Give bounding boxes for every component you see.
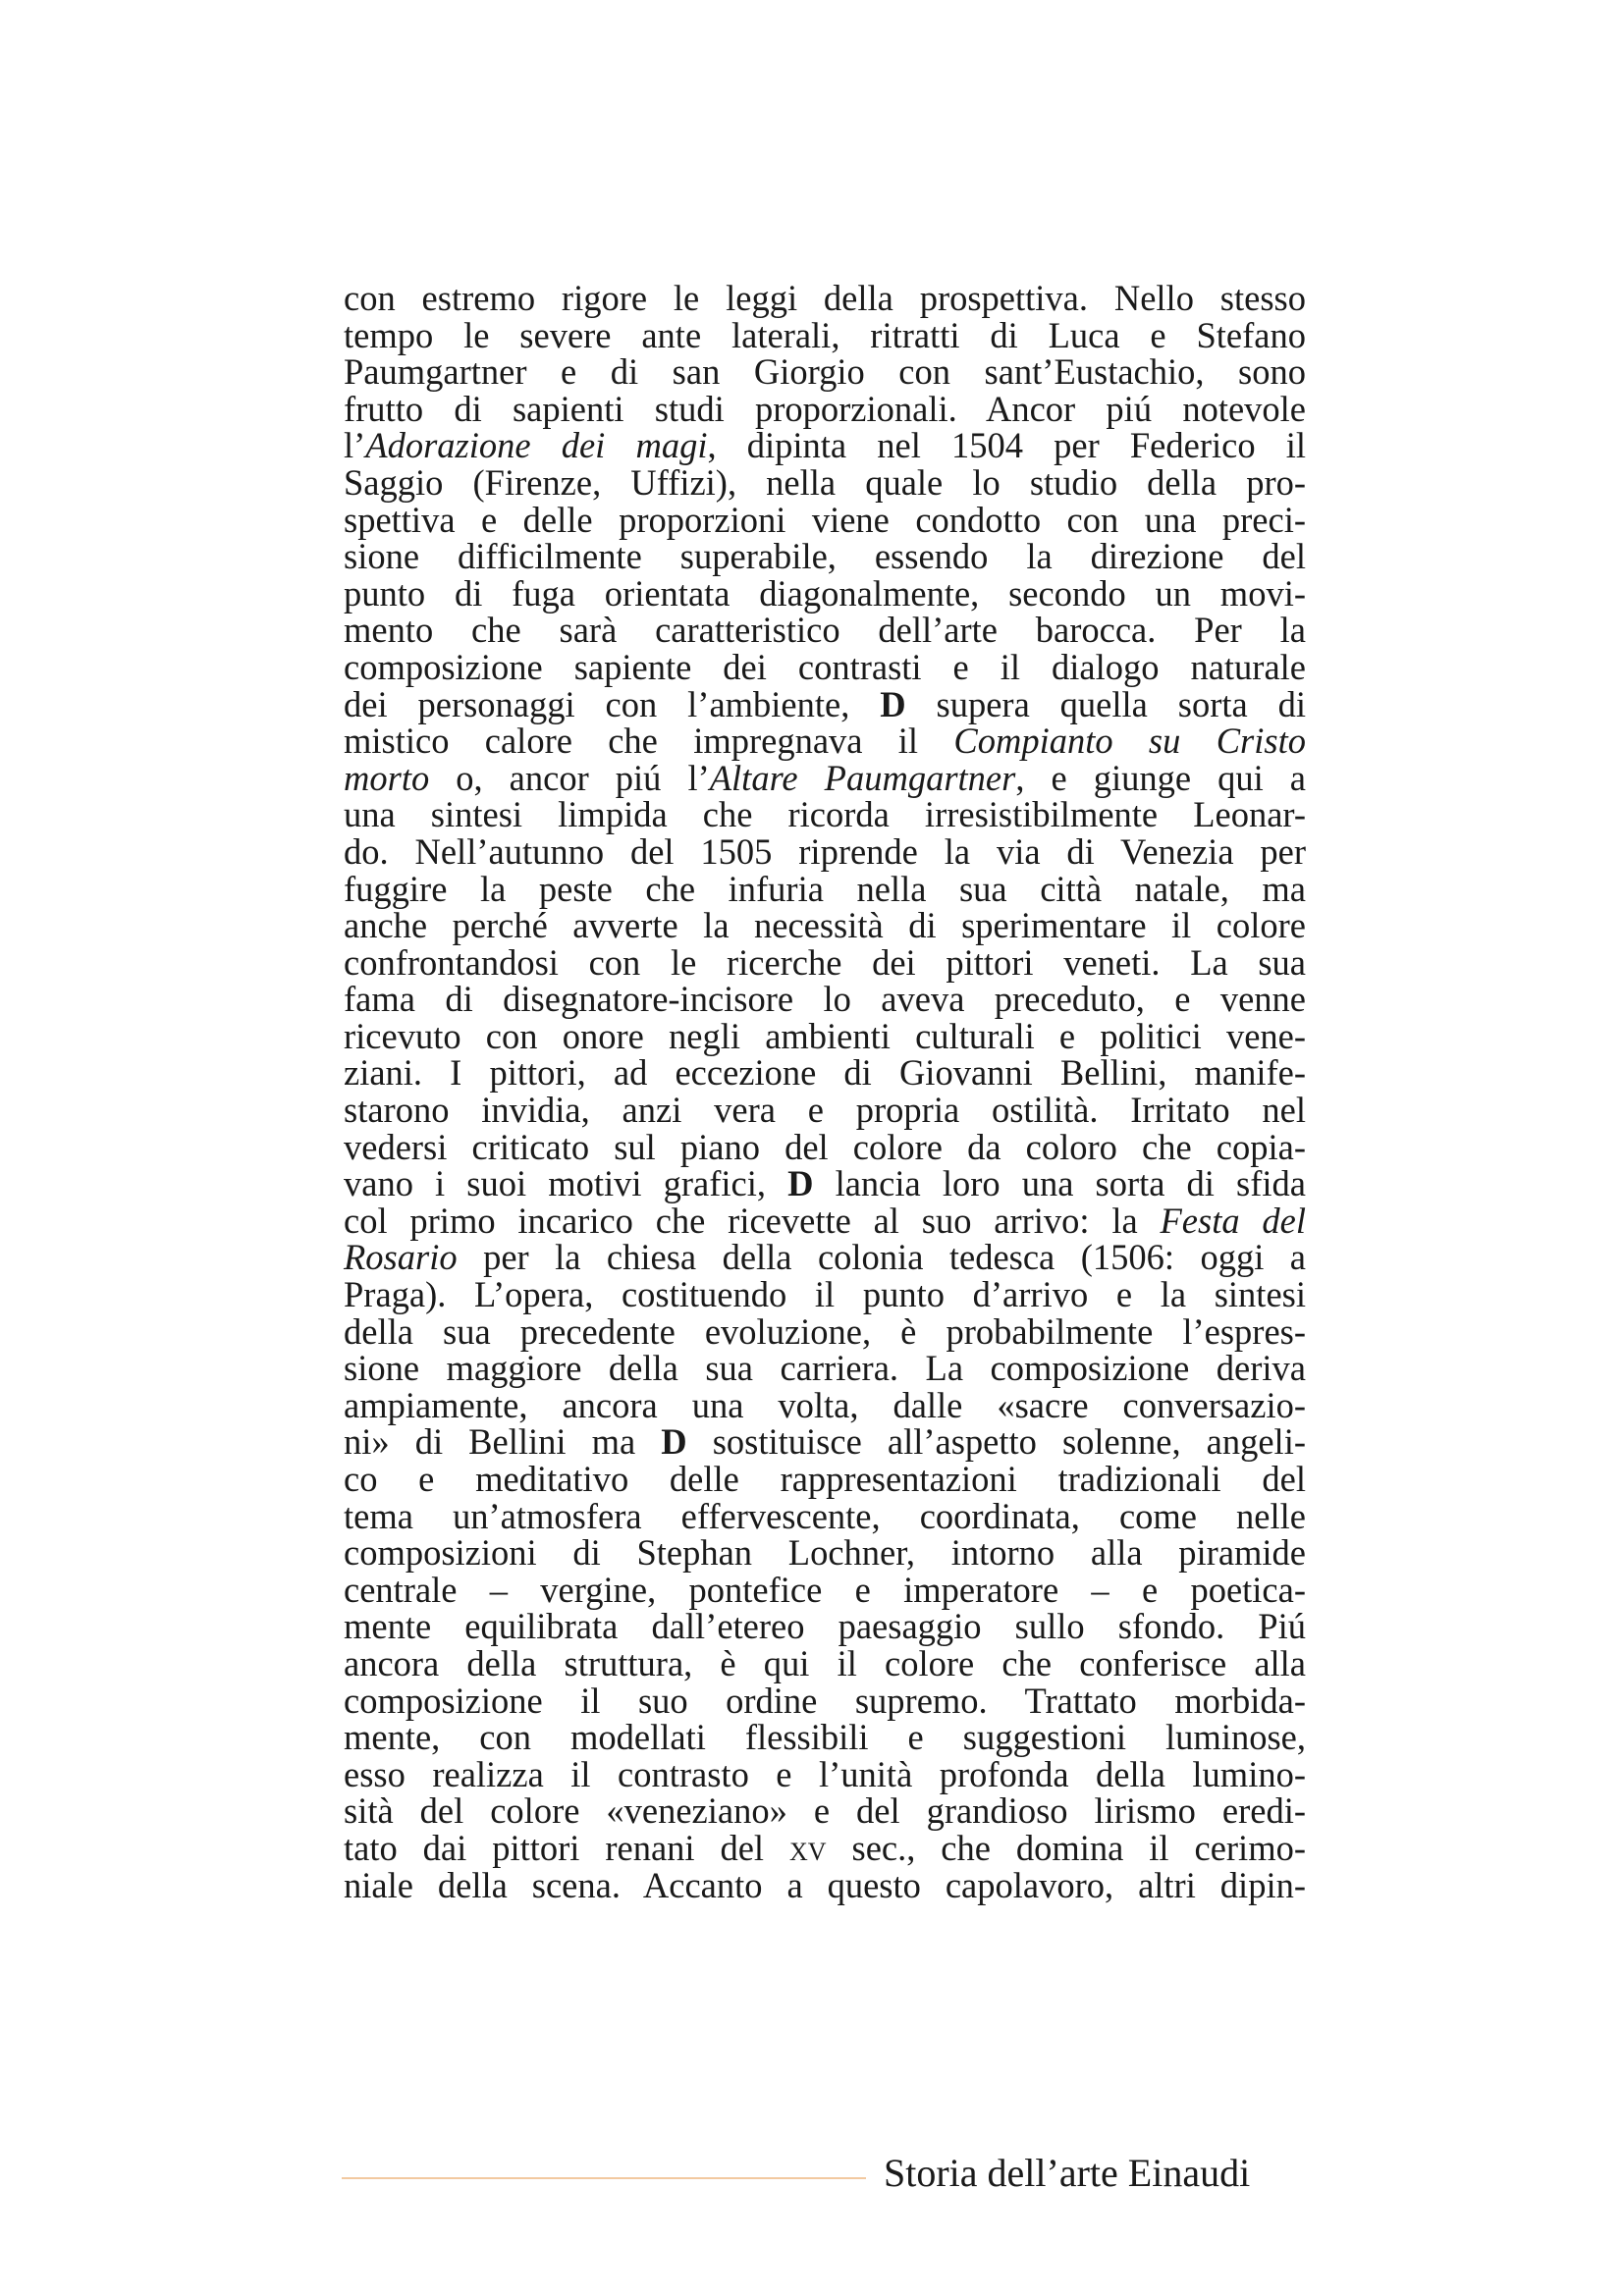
text-line (344, 1165, 1306, 1202)
text-run: mistico calore che impregnava il (344, 721, 954, 762)
text-line (344, 757, 1306, 798)
body-text (344, 280, 1306, 1903)
text-run: , e giunge qui a (1015, 757, 1306, 798)
text-run: ni» di Bellini ma (344, 1421, 662, 1463)
italic-title: Festa del (1160, 1200, 1307, 1241)
text-line (344, 941, 1306, 983)
text-line (344, 1461, 1306, 1498)
text-line (344, 1015, 1306, 1056)
text-run: sec., che domina il cerimo- (826, 1827, 1306, 1868)
text-run: tema un’atmosfera effervescente, coordinata, come nelle (344, 1495, 1306, 1536)
italic-title: Rosario (344, 1237, 458, 1278)
text-line (344, 722, 1306, 760)
text-line (344, 280, 1306, 317)
text-line (344, 1495, 1306, 1536)
text-run: mento che sarà caratteristico dell’arte barocca. Per la (344, 610, 1306, 651)
text-line (344, 353, 1306, 391)
text-run: vedersi criticato sul piano del colore da coloro che copia- (344, 1126, 1306, 1167)
text-line (344, 1423, 1306, 1461)
text-run: niale della scena. Accanto a questo capolavoro, altri dipin- (344, 1864, 1306, 1905)
text-run: col primo incarico che ricevette al suo arrivo: la (344, 1200, 1161, 1241)
artist-initial: D (880, 683, 906, 724)
text-line (344, 1569, 1306, 1610)
text-run: tato dai pittori renani del (344, 1827, 789, 1868)
text-run: sione difficilmente superabile, essendo la direzione del (344, 536, 1306, 577)
italic-title: morto (344, 757, 430, 798)
text-run: punto di fuga orientata diagonalmente, secondo un movi- (344, 572, 1306, 614)
text-line (344, 1753, 1306, 1794)
text-run: Praga). L’opera, costituendo il punto d’arrivo e la sintesi (344, 1274, 1306, 1315)
artist-initial: D (787, 1163, 814, 1204)
text-line (344, 572, 1306, 614)
text-run: ricevuto con onore negli ambienti culturali e politici vene- (344, 1015, 1306, 1056)
text-run: dei personaggi con l’ambiente, (344, 683, 881, 724)
text-run: ampiamente, ancora una volta, dalle «sacre conversazio- (344, 1384, 1306, 1425)
text-line (344, 683, 1306, 724)
text-run: anche perché avverte la necessità di sperimentare il colore (344, 905, 1306, 946)
footer-rule (342, 2177, 866, 2179)
text-line (344, 1827, 1306, 1868)
text-run: spettiva e delle proporzioni viene condotto con una preci- (344, 499, 1306, 540)
text-run: frutto di sapienti studi proporzionali. Ancor piú notevole (344, 388, 1306, 429)
text-line (344, 868, 1306, 909)
text-run: esso realizza il contrasto e l’unità profonda della lumino- (344, 1753, 1306, 1794)
text-run: composizione sapiente dei contrasti e il dialogo naturale (344, 646, 1306, 687)
text-run: mente equilibrata dall’etereo paesaggio sullo sfondo. Piú (344, 1606, 1306, 1647)
text-run: , dipinta nel 1504 per Federico il (707, 425, 1306, 466)
text-line (344, 1608, 1306, 1645)
text-line (344, 1350, 1306, 1387)
text-run: vano i suoi motivi grafici, (344, 1163, 788, 1204)
text-line (344, 1384, 1306, 1425)
text-line (344, 1642, 1306, 1683)
text-line (344, 1202, 1306, 1240)
text-run: tempo le severe ante laterali, ritratti di Luca e Stefano (344, 314, 1306, 355)
text-run: o, ancor piú l’ (429, 757, 710, 798)
text-line (344, 538, 1306, 575)
text-line (344, 1126, 1306, 1167)
text-run: starono invidia, anzi vera e propria ostilità. Irritato nel (344, 1090, 1306, 1131)
text-run: co e meditativo delle rappresentazioni tradizionali del (344, 1459, 1306, 1499)
italic-title: Compianto su Cristo (953, 721, 1306, 762)
text-line (344, 1719, 1306, 1756)
text-line (344, 1276, 1306, 1313)
text-run: composizioni di Stephan Lochner, intorno alla piramide (344, 1532, 1306, 1574)
text-line (344, 1054, 1306, 1092)
text-line (344, 427, 1306, 464)
text-run: sità del colore «veneziano» e del grandioso lirismo eredi- (344, 1790, 1306, 1832)
text-run: Paumgartner e di san Giorgio con sant’Eustachio, sono (344, 351, 1306, 393)
text-line (344, 830, 1306, 872)
text-line (344, 1534, 1306, 1572)
text-line (344, 907, 1306, 944)
text-run: sostituisce all’aspetto solenne, angeli- (686, 1421, 1306, 1463)
text-run: ziani. I pittori, ad eccezione di Giovanni Bellini, manife- (344, 1052, 1306, 1094)
text-run: confrontandosi con le ricerche dei pittori veneti. La sua (344, 941, 1306, 983)
text-line (344, 461, 1306, 503)
text-line (344, 1792, 1306, 1830)
text-line (344, 499, 1306, 540)
text-line (344, 1682, 1306, 1720)
text-line (344, 1864, 1306, 1905)
text-run: lancia loro una sorta di sfida (813, 1163, 1307, 1204)
artist-initial: D (661, 1421, 687, 1463)
text-line (344, 388, 1306, 429)
text-run: centrale – vergine, pontefice e imperatore – e poetica- (344, 1569, 1306, 1610)
text-run: Saggio (Firenze, Uffizi), nella quale lo studio della pro- (344, 461, 1306, 503)
italic-title: Altare Paumgartner (709, 757, 1016, 798)
text-run: con estremo rigore le leggi della prospettiva. Nello stesso (344, 278, 1306, 318)
text-run: supera quella sorta di (905, 683, 1306, 724)
text-line (344, 646, 1306, 687)
text-run: della sua precedente evoluzione, è probabilmente l’espres- (344, 1310, 1306, 1352)
text-run: sione maggiore della sua carriera. La composizione deriva (344, 1348, 1306, 1389)
text-line (344, 314, 1306, 355)
text-run: l’ (344, 425, 366, 466)
text-run: composizione il suo ordine supremo. Trattato morbida- (344, 1680, 1306, 1721)
text-line (344, 1310, 1306, 1352)
text-line (344, 1239, 1306, 1276)
italic-title: Adorazione dei magi (365, 425, 708, 466)
text-run: ancora della struttura, è qui il colore che conferisce alla (344, 1642, 1306, 1683)
text-line (344, 796, 1306, 833)
text-run: fuggire la peste che infuria nella sua città natale, ma (344, 868, 1306, 909)
footer-title: Storia dell’arte Einaudi (884, 2151, 1251, 2195)
text-run: do. Nell’autunno del 1505 riprende la via di Venezia per (344, 830, 1306, 872)
text-run: una sintesi limpida che ricorda irresistibilmente Leonar- (344, 794, 1306, 835)
text-run: fama di disegnatore-incisore lo aveva preceduto, e venne (344, 979, 1306, 1020)
text-line (344, 612, 1306, 649)
text-run: mente, con modellati flessibili e suggestioni luminose, (344, 1717, 1306, 1758)
text-run: xv (789, 1827, 827, 1868)
text-line (344, 1092, 1306, 1129)
text-run: per la chiesa della colonia tedesca (1506: oggi a (457, 1237, 1306, 1278)
text-line (344, 981, 1306, 1018)
